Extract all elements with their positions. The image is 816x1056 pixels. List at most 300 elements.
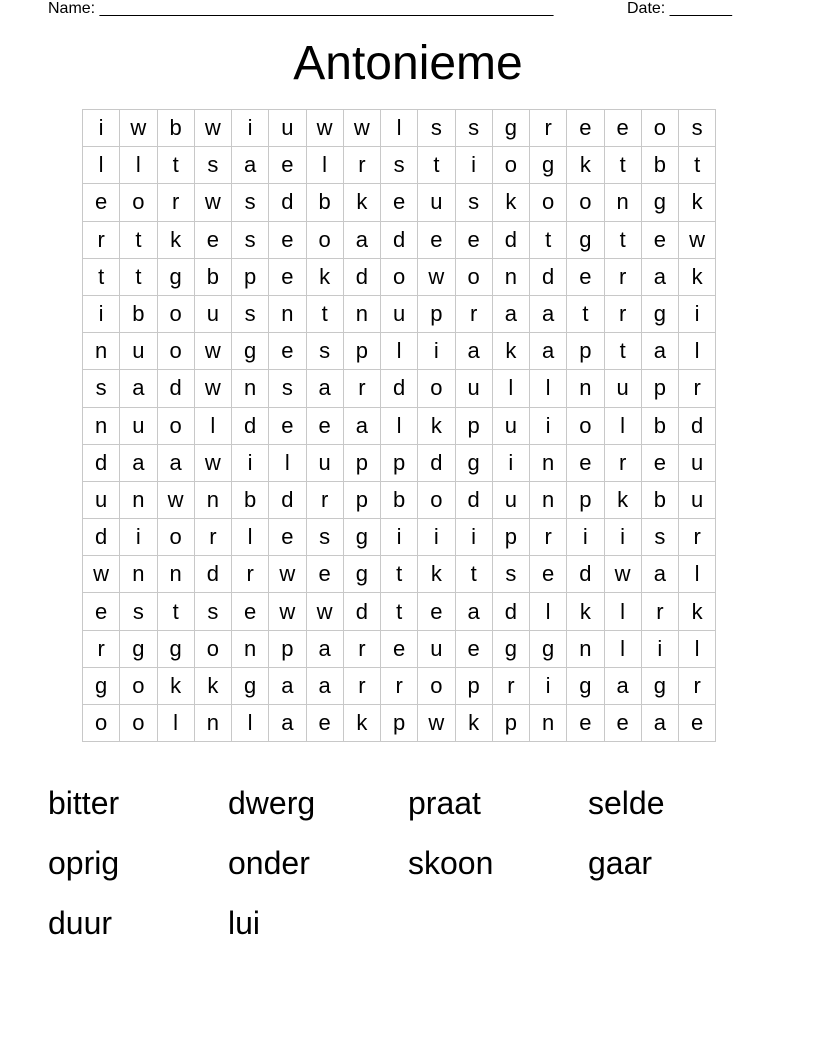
grid-cell[interactable]: o bbox=[567, 407, 604, 444]
grid-cell[interactable]: t bbox=[157, 147, 194, 184]
word-list bbox=[48, 780, 768, 960]
grid-cell[interactable]: t bbox=[604, 147, 641, 184]
name-field: Name: ___________________________________________________ bbox=[48, 0, 554, 17]
grid-cell[interactable]: d bbox=[157, 370, 194, 407]
grid-cell[interactable]: r bbox=[492, 667, 529, 704]
grid-cell[interactable]: g bbox=[641, 295, 678, 332]
grid-cell[interactable]: n bbox=[157, 556, 194, 593]
grid-cell[interactable]: n bbox=[343, 295, 380, 332]
grid-cell[interactable]: w bbox=[83, 556, 120, 593]
grid-cell[interactable]: k bbox=[418, 407, 455, 444]
grid-cell[interactable]: s bbox=[120, 593, 157, 630]
grid-cell[interactable]: r bbox=[604, 444, 641, 481]
grid-cell[interactable]: w bbox=[120, 110, 157, 147]
grid-cell[interactable]: n bbox=[269, 295, 306, 332]
grid-cell[interactable]: u bbox=[269, 110, 306, 147]
grid-cell[interactable]: g bbox=[492, 110, 529, 147]
grid-cell[interactable]: d bbox=[83, 444, 120, 481]
grid-cell[interactable]: i bbox=[604, 519, 641, 556]
grid-cell[interactable]: e bbox=[83, 184, 120, 221]
grid-cell[interactable]: l bbox=[530, 593, 567, 630]
grid-cell[interactable]: i bbox=[381, 519, 418, 556]
grid-cell[interactable]: e bbox=[269, 333, 306, 370]
grid-cell[interactable]: u bbox=[120, 333, 157, 370]
grid-cell[interactable]: k bbox=[492, 333, 529, 370]
grid-cell[interactable]: k bbox=[455, 705, 492, 742]
grid-cell[interactable]: o bbox=[567, 184, 604, 221]
grid-cell[interactable]: k bbox=[343, 705, 380, 742]
grid-cell[interactable]: n bbox=[604, 184, 641, 221]
grid-cell[interactable]: s bbox=[83, 370, 120, 407]
grid-cell[interactable]: k bbox=[306, 258, 343, 295]
grid-cell[interactable]: e bbox=[418, 221, 455, 258]
grid-cell[interactable]: r bbox=[343, 667, 380, 704]
grid-cell[interactable]: d bbox=[679, 407, 716, 444]
grid-cell[interactable]: b bbox=[306, 184, 343, 221]
grid-cell[interactable]: w bbox=[194, 184, 231, 221]
grid-cell[interactable]: r bbox=[679, 370, 716, 407]
grid-cell[interactable]: t bbox=[381, 593, 418, 630]
grid-cell[interactable]: u bbox=[455, 370, 492, 407]
grid-cell[interactable]: n bbox=[120, 556, 157, 593]
grid-cell[interactable]: a bbox=[530, 295, 567, 332]
grid-cell[interactable]: t bbox=[157, 593, 194, 630]
grid-cell[interactable]: k bbox=[567, 147, 604, 184]
grid-cell[interactable]: e bbox=[567, 258, 604, 295]
grid-cell[interactable]: t bbox=[567, 295, 604, 332]
grid-cell[interactable]: i bbox=[232, 110, 269, 147]
grid-cell[interactable]: n bbox=[194, 705, 231, 742]
grid-cell[interactable]: k bbox=[679, 593, 716, 630]
grid-cell[interactable]: e bbox=[269, 258, 306, 295]
grid-cell[interactable]: n bbox=[492, 258, 529, 295]
grid-cell[interactable]: o bbox=[418, 667, 455, 704]
grid-cell[interactable]: g bbox=[492, 630, 529, 667]
grid-cell[interactable]: i bbox=[232, 444, 269, 481]
grid-cell[interactable]: i bbox=[418, 333, 455, 370]
grid-cell[interactable]: g bbox=[157, 630, 194, 667]
grid-cell[interactable]: w bbox=[194, 333, 231, 370]
grid-cell[interactable]: e bbox=[604, 110, 641, 147]
grid-cell[interactable]: e bbox=[530, 556, 567, 593]
grid-cell[interactable]: d bbox=[418, 444, 455, 481]
grid-cell[interactable]: p bbox=[232, 258, 269, 295]
grid-cell[interactable]: a bbox=[604, 667, 641, 704]
grid-cell[interactable]: a bbox=[343, 407, 380, 444]
grid-cell[interactable]: a bbox=[306, 370, 343, 407]
grid-cell[interactable]: k bbox=[343, 184, 380, 221]
grid-cell[interactable]: i bbox=[455, 519, 492, 556]
grid-cell[interactable]: t bbox=[120, 258, 157, 295]
grid-cell[interactable]: r bbox=[306, 481, 343, 518]
grid-cell[interactable]: p bbox=[492, 519, 529, 556]
grid-cell[interactable]: p bbox=[343, 481, 380, 518]
grid-cell[interactable]: k bbox=[418, 556, 455, 593]
grid-cell[interactable]: o bbox=[120, 184, 157, 221]
grid-cell[interactable]: p bbox=[343, 444, 380, 481]
grid-cell[interactable]: d bbox=[381, 221, 418, 258]
grid-cell[interactable]: i bbox=[120, 519, 157, 556]
grid-cell[interactable]: r bbox=[157, 184, 194, 221]
grid-cell[interactable]: b bbox=[641, 407, 678, 444]
grid-cell[interactable]: n bbox=[232, 630, 269, 667]
grid-cell[interactable]: u bbox=[492, 481, 529, 518]
grid-cell[interactable]: l bbox=[679, 333, 716, 370]
grid-cell[interactable]: a bbox=[641, 705, 678, 742]
grid-cell[interactable]: a bbox=[641, 333, 678, 370]
grid-cell[interactable]: l bbox=[381, 110, 418, 147]
grid-cell[interactable]: u bbox=[120, 407, 157, 444]
grid-cell[interactable]: s bbox=[306, 333, 343, 370]
grid-cell[interactable]: k bbox=[194, 667, 231, 704]
grid-cell[interactable]: o bbox=[157, 295, 194, 332]
grid-cell[interactable]: b bbox=[641, 147, 678, 184]
grid-cell[interactable]: r bbox=[530, 519, 567, 556]
grid-cell[interactable]: l bbox=[679, 630, 716, 667]
grid-cell[interactable]: o bbox=[530, 184, 567, 221]
grid-cell[interactable]: e bbox=[232, 593, 269, 630]
grid-cell[interactable]: e bbox=[83, 593, 120, 630]
grid-cell[interactable]: l bbox=[306, 147, 343, 184]
grid-cell[interactable]: e bbox=[604, 705, 641, 742]
grid-cell[interactable]: g bbox=[157, 258, 194, 295]
grid-cell[interactable]: w bbox=[604, 556, 641, 593]
grid-cell[interactable]: n bbox=[83, 333, 120, 370]
grid-cell[interactable]: e bbox=[269, 147, 306, 184]
grid-cell[interactable]: g bbox=[641, 667, 678, 704]
grid-cell[interactable]: a bbox=[492, 295, 529, 332]
grid-cell[interactable]: t bbox=[381, 556, 418, 593]
grid-cell[interactable]: i bbox=[83, 295, 120, 332]
word-list-item: skoon bbox=[408, 845, 494, 881]
grid-cell[interactable]: w bbox=[306, 110, 343, 147]
grid-cell[interactable]: e bbox=[641, 221, 678, 258]
grid-cell[interactable]: o bbox=[194, 630, 231, 667]
grid-row bbox=[83, 667, 716, 704]
grid-cell[interactable]: g bbox=[343, 519, 380, 556]
grid-cell[interactable]: o bbox=[641, 110, 678, 147]
grid-cell[interactable]: u bbox=[194, 295, 231, 332]
grid-cell[interactable]: l bbox=[157, 705, 194, 742]
grid-cell[interactable]: l bbox=[269, 444, 306, 481]
grid-cell[interactable]: a bbox=[269, 667, 306, 704]
grid-cell[interactable]: t bbox=[418, 147, 455, 184]
grid-cell[interactable]: r bbox=[679, 667, 716, 704]
grid-cell[interactable]: w bbox=[157, 481, 194, 518]
grid-cell[interactable]: e bbox=[306, 705, 343, 742]
grid-cell[interactable]: g bbox=[567, 667, 604, 704]
grid-cell[interactable]: k bbox=[157, 667, 194, 704]
grid-cell[interactable]: i bbox=[418, 519, 455, 556]
grid-cell[interactable]: l bbox=[83, 147, 120, 184]
grid-cell[interactable]: r bbox=[455, 295, 492, 332]
grid-cell[interactable]: g bbox=[455, 444, 492, 481]
grid-cell[interactable]: u bbox=[492, 407, 529, 444]
grid-cell[interactable]: p bbox=[455, 407, 492, 444]
grid-cell[interactable]: s bbox=[492, 556, 529, 593]
grid-cell[interactable]: s bbox=[306, 519, 343, 556]
grid-cell[interactable]: l bbox=[530, 370, 567, 407]
grid-cell[interactable]: a bbox=[641, 258, 678, 295]
grid-cell[interactable]: g bbox=[83, 667, 120, 704]
grid-cell[interactable]: l bbox=[194, 407, 231, 444]
grid-cell[interactable]: r bbox=[83, 630, 120, 667]
grid-cell[interactable]: t bbox=[530, 221, 567, 258]
grid-cell[interactable]: t bbox=[604, 333, 641, 370]
grid-cell[interactable]: n bbox=[120, 481, 157, 518]
grid-cell[interactable]: l bbox=[381, 407, 418, 444]
grid-cell[interactable]: l bbox=[604, 407, 641, 444]
grid-cell[interactable]: e bbox=[306, 407, 343, 444]
grid-cell[interactable]: e bbox=[418, 593, 455, 630]
grid-cell[interactable]: s bbox=[194, 147, 231, 184]
word-list-item: gaar bbox=[588, 845, 653, 881]
grid-cell[interactable]: l bbox=[604, 630, 641, 667]
grid-cell[interactable]: l bbox=[381, 333, 418, 370]
grid-cell[interactable]: s bbox=[269, 370, 306, 407]
grid-cell[interactable]: s bbox=[232, 184, 269, 221]
grid-cell[interactable]: e bbox=[567, 444, 604, 481]
grid-cell[interactable]: e bbox=[381, 184, 418, 221]
grid-cell[interactable]: d bbox=[343, 258, 380, 295]
grid-cell[interactable]: a bbox=[306, 667, 343, 704]
grid-cell[interactable]: g bbox=[641, 184, 678, 221]
grid-cell[interactable]: b bbox=[157, 110, 194, 147]
grid-cell[interactable]: l bbox=[120, 147, 157, 184]
grid-cell[interactable]: e bbox=[679, 705, 716, 742]
grid-cell[interactable]: a bbox=[232, 147, 269, 184]
grid-cell[interactable]: s bbox=[455, 184, 492, 221]
grid-cell[interactable]: e bbox=[269, 519, 306, 556]
grid-cell[interactable]: o bbox=[157, 519, 194, 556]
grid-cell[interactable]: s bbox=[232, 221, 269, 258]
grid-row bbox=[83, 630, 716, 667]
grid-cell[interactable]: w bbox=[679, 221, 716, 258]
grid-cell[interactable]: l bbox=[679, 556, 716, 593]
grid-cell[interactable]: e bbox=[641, 444, 678, 481]
grid-cell[interactable]: k bbox=[492, 184, 529, 221]
grid-cell[interactable]: d bbox=[567, 556, 604, 593]
grid-cell[interactable]: n bbox=[530, 444, 567, 481]
grid-cell[interactable]: a bbox=[120, 444, 157, 481]
grid-cell[interactable]: d bbox=[455, 481, 492, 518]
grid-cell[interactable]: g bbox=[530, 630, 567, 667]
grid-cell[interactable]: s bbox=[641, 519, 678, 556]
word-list-item: lui bbox=[228, 905, 261, 941]
grid-cell[interactable]: b bbox=[381, 481, 418, 518]
grid-cell[interactable]: r bbox=[381, 667, 418, 704]
grid-cell[interactable]: g bbox=[120, 630, 157, 667]
grid-cell[interactable]: w bbox=[269, 556, 306, 593]
grid-cell[interactable]: d bbox=[269, 481, 306, 518]
grid-cell[interactable]: b bbox=[120, 295, 157, 332]
grid-cell[interactable]: p bbox=[269, 630, 306, 667]
grid-cell[interactable]: o bbox=[306, 221, 343, 258]
grid-cell[interactable]: k bbox=[679, 258, 716, 295]
grid-cell[interactable]: t bbox=[455, 556, 492, 593]
grid-cell[interactable]: p bbox=[567, 481, 604, 518]
grid-cell[interactable]: o bbox=[418, 481, 455, 518]
grid-cell[interactable]: e bbox=[567, 110, 604, 147]
grid-cell[interactable]: r bbox=[604, 295, 641, 332]
grid-cell[interactable]: i bbox=[83, 110, 120, 147]
grid-cell[interactable]: l bbox=[232, 705, 269, 742]
grid-cell[interactable]: s bbox=[381, 147, 418, 184]
grid-cell[interactable]: p bbox=[418, 295, 455, 332]
grid-cell[interactable]: o bbox=[157, 407, 194, 444]
grid-cell[interactable]: l bbox=[492, 370, 529, 407]
grid-cell[interactable]: e bbox=[306, 556, 343, 593]
grid-cell[interactable]: e bbox=[567, 705, 604, 742]
grid-cell[interactable]: l bbox=[232, 519, 269, 556]
grid-cell[interactable]: w bbox=[306, 593, 343, 630]
grid-cell[interactable]: i bbox=[530, 667, 567, 704]
grid-cell[interactable]: t bbox=[120, 221, 157, 258]
grid-cell[interactable]: s bbox=[232, 295, 269, 332]
grid-cell[interactable]: o bbox=[418, 370, 455, 407]
grid-cell[interactable]: o bbox=[492, 147, 529, 184]
grid-cell[interactable]: a bbox=[306, 630, 343, 667]
grid-cell[interactable]: r bbox=[641, 593, 678, 630]
grid-cell[interactable]: s bbox=[679, 110, 716, 147]
grid-cell[interactable]: s bbox=[194, 593, 231, 630]
grid-cell[interactable]: r bbox=[679, 519, 716, 556]
grid-cell[interactable]: a bbox=[530, 333, 567, 370]
grid-cell[interactable]: u bbox=[381, 295, 418, 332]
grid-cell[interactable]: k bbox=[157, 221, 194, 258]
grid-cell[interactable]: n bbox=[194, 481, 231, 518]
grid-row bbox=[83, 295, 716, 332]
grid-cell[interactable]: t bbox=[604, 221, 641, 258]
grid-cell[interactable]: u bbox=[306, 444, 343, 481]
grid-cell[interactable]: d bbox=[232, 407, 269, 444]
grid-cell[interactable]: a bbox=[157, 444, 194, 481]
grid-cell[interactable]: g bbox=[232, 667, 269, 704]
grid-cell[interactable]: i bbox=[679, 295, 716, 332]
grid-cell[interactable]: d bbox=[530, 258, 567, 295]
grid-cell[interactable]: n bbox=[567, 630, 604, 667]
grid-cell[interactable]: r bbox=[343, 370, 380, 407]
grid-cell[interactable]: u bbox=[418, 184, 455, 221]
grid-cell[interactable]: b bbox=[232, 481, 269, 518]
grid-cell[interactable]: e bbox=[455, 221, 492, 258]
grid-cell[interactable]: r bbox=[232, 556, 269, 593]
grid-cell[interactable]: r bbox=[343, 147, 380, 184]
grid-cell[interactable]: a bbox=[455, 593, 492, 630]
grid-cell[interactable]: b bbox=[641, 481, 678, 518]
grid-cell[interactable]: k bbox=[604, 481, 641, 518]
grid-cell[interactable]: u bbox=[604, 370, 641, 407]
grid-cell[interactable]: k bbox=[567, 593, 604, 630]
grid-cell[interactable]: d bbox=[269, 184, 306, 221]
grid-cell[interactable]: i bbox=[567, 519, 604, 556]
grid-row bbox=[83, 221, 716, 258]
grid-cell[interactable]: w bbox=[269, 593, 306, 630]
grid-cell[interactable]: e bbox=[194, 221, 231, 258]
grid-cell[interactable]: p bbox=[381, 444, 418, 481]
grid-cell[interactable]: s bbox=[455, 110, 492, 147]
grid-cell[interactable]: d bbox=[194, 556, 231, 593]
grid-cell[interactable]: u bbox=[418, 630, 455, 667]
grid-cell[interactable]: r bbox=[194, 519, 231, 556]
grid-cell[interactable]: n bbox=[530, 705, 567, 742]
grid-cell[interactable]: w bbox=[194, 444, 231, 481]
grid-cell[interactable]: n bbox=[567, 370, 604, 407]
grid-cell[interactable]: o bbox=[120, 705, 157, 742]
grid-cell[interactable]: d bbox=[83, 519, 120, 556]
grid-cell[interactable]: u bbox=[83, 481, 120, 518]
grid-cell[interactable]: o bbox=[455, 258, 492, 295]
grid-cell[interactable]: p bbox=[492, 705, 529, 742]
grid-cell[interactable]: n bbox=[83, 407, 120, 444]
grid-cell[interactable]: e bbox=[381, 630, 418, 667]
grid-cell[interactable]: t bbox=[83, 258, 120, 295]
grid-cell[interactable]: r bbox=[83, 221, 120, 258]
grid-cell[interactable]: b bbox=[194, 258, 231, 295]
grid-cell[interactable]: g bbox=[567, 221, 604, 258]
grid-cell[interactable]: w bbox=[194, 110, 231, 147]
grid-cell[interactable]: d bbox=[343, 593, 380, 630]
grid-cell[interactable]: o bbox=[120, 667, 157, 704]
grid-cell[interactable]: e bbox=[269, 407, 306, 444]
grid-cell[interactable]: a bbox=[455, 333, 492, 370]
grid-cell[interactable]: p bbox=[455, 667, 492, 704]
grid-cell[interactable]: d bbox=[492, 593, 529, 630]
grid-cell[interactable]: r bbox=[604, 258, 641, 295]
grid-cell[interactable]: g bbox=[530, 147, 567, 184]
grid-row bbox=[83, 556, 716, 593]
grid-cell[interactable]: d bbox=[492, 221, 529, 258]
grid-cell[interactable]: e bbox=[269, 221, 306, 258]
grid-cell[interactable]: g bbox=[232, 333, 269, 370]
grid-cell[interactable]: o bbox=[381, 258, 418, 295]
grid-cell[interactable]: e bbox=[455, 630, 492, 667]
grid-cell[interactable]: t bbox=[306, 295, 343, 332]
grid-cell[interactable]: i bbox=[641, 630, 678, 667]
grid-cell[interactable]: i bbox=[530, 407, 567, 444]
grid-cell[interactable]: n bbox=[530, 481, 567, 518]
grid-cell[interactable]: k bbox=[679, 184, 716, 221]
grid-cell[interactable]: a bbox=[641, 556, 678, 593]
grid-cell[interactable]: p bbox=[343, 333, 380, 370]
grid-cell[interactable]: r bbox=[530, 110, 567, 147]
grid-cell[interactable]: i bbox=[455, 147, 492, 184]
grid-cell[interactable]: w bbox=[343, 110, 380, 147]
grid-cell[interactable]: s bbox=[418, 110, 455, 147]
grid-cell[interactable]: l bbox=[604, 593, 641, 630]
grid-cell[interactable]: n bbox=[232, 370, 269, 407]
grid-cell[interactable]: a bbox=[343, 221, 380, 258]
grid-cell[interactable]: a bbox=[120, 370, 157, 407]
grid-cell[interactable]: w bbox=[418, 705, 455, 742]
grid-cell[interactable]: w bbox=[194, 370, 231, 407]
grid-cell[interactable]: p bbox=[567, 333, 604, 370]
grid-cell[interactable]: a bbox=[269, 705, 306, 742]
grid-cell[interactable]: r bbox=[343, 630, 380, 667]
grid-cell[interactable]: o bbox=[157, 333, 194, 370]
grid-cell[interactable]: u bbox=[679, 481, 716, 518]
grid-cell[interactable]: g bbox=[343, 556, 380, 593]
grid-cell[interactable]: t bbox=[679, 147, 716, 184]
grid-cell[interactable]: d bbox=[381, 370, 418, 407]
grid-row bbox=[83, 147, 716, 184]
grid-cell[interactable]: w bbox=[418, 258, 455, 295]
grid-cell[interactable]: u bbox=[679, 444, 716, 481]
grid-cell[interactable]: i bbox=[492, 444, 529, 481]
grid-cell[interactable]: p bbox=[381, 705, 418, 742]
grid-cell[interactable]: p bbox=[641, 370, 678, 407]
grid-cell[interactable]: o bbox=[83, 705, 120, 742]
